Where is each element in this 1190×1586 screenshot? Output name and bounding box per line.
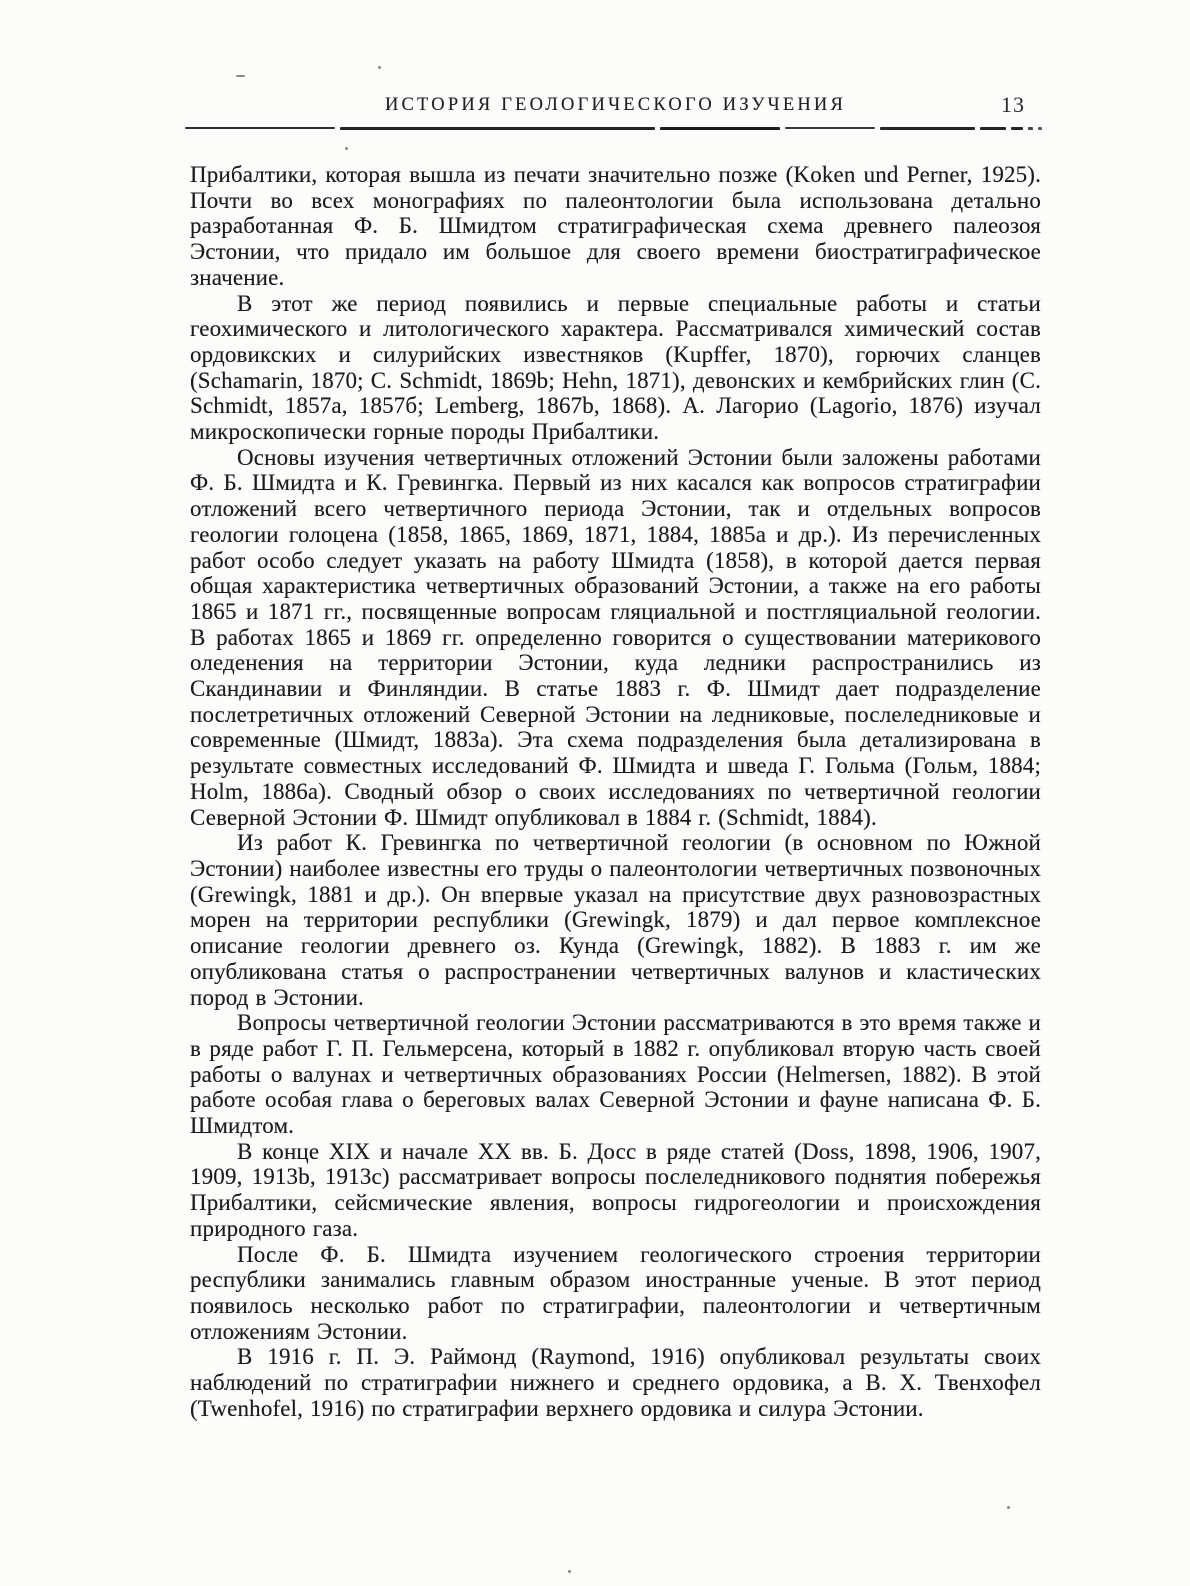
paragraph: Из работ К. Гревингка по четвертичной геологии (в основном по Южной Эстонии) наиболее известны его труды о палеонтологии четвертичных позвоночных (Grewingk, 1881 и др.). Он впервые указал на присутствие двух разновозрастных морен на территории республики (Grewingk, 1879) и дал первое комплексное описание геологии древнего оз. Кунда (Grewingk, 1882). В 1883 г. им же опубликована статья о распространении четвертичных валунов и кластических пород в Эстонии. <box>190 830 1041 1010</box>
rule-segment <box>880 127 975 130</box>
page-number: 13 <box>1001 92 1025 117</box>
header-rule <box>185 126 1047 130</box>
paragraph: В 1916 г. П. Э. Раймонд (Raymond, 1916) опубликовал результаты своих наблюдений по стратиграфии нижнего и среднего ордовика, а В. Х. Твенхофел (Twenhofel, 1916) по стратиграфии верхнего ордовика и силура Эстонии. <box>190 1344 1041 1421</box>
running-title: ИСТОРИЯ ГЕОЛОГИЧЕСКОГО ИЗУЧЕНИЯ <box>384 95 847 115</box>
scan-speck <box>1007 1506 1010 1509</box>
paragraph: Основы изучения четвертичных отложений Эстонии были заложены работами Ф. Б. Шмидта и К. Гревингка. Первый из них касался как вопросов стратиграфии отложений всего четвертичного периода Эстонии, так и отдельных вопросов геологии голоцена (1858, 1865, 1869, 1871, 1884, 1885а и др.). Из перечисленных работ особо следует указать на работу Шмидта (1858), в которой дается первая общая характеристика четвертичных образований Эстонии, а также на его работы 1865 и 1871 гг., посвященные вопросам гляциальной и постгляциальной геологии. В работах 1865 и 1869 гг. определенно говорится о существовании материкового оледенения на территории Эстонии, куда ледники распространились из Скандинавии и Финляндии. В статье 1883 г. Ф. Шмидт дает подразделение послетретичных отложений Северной Эстонии на ледниковые, послеледниковые и современные (Шмидт, 1883а). Эта схема подразделения была детализирована в результате совместных исследований Ф. Шмидта и шведа Г. Гольма (Гольм, 1884; Holm, 1886a). Сводный обзор о своих исследованиях по четвертичной геологии Северной Эстонии Ф. Шмидт опубликовал в 1884 г. (Schmidt, 1884). <box>190 444 1041 830</box>
paragraph: После Ф. Б. Шмидта изучением геологического строения территории республики занимались главным образом иностранные ученые. В этот период появилось несколько работ по стратиграфии, палеонтологии и четвертичным отложениям Эстонии. <box>190 1241 1041 1344</box>
rule-segment <box>785 127 875 129</box>
scan-speck <box>236 75 245 77</box>
rule-segment <box>1028 127 1033 130</box>
paragraph: Прибалтики, которая вышла из печати значительно позже (Koken und Perner, 1925). Почти во всех монографиях по палеонтологии была использована детально разработанная Ф. Б. Шмидтом стратиграфическая схема древнего палеозоя Эстонии, что придало им большое для своего времени биостратиграфическое значение. <box>190 162 1041 290</box>
rule-segment <box>1038 127 1042 130</box>
rule-segment <box>340 127 655 130</box>
rule-segment <box>660 127 780 130</box>
scan-speck <box>378 66 381 69</box>
scan-speck <box>568 1570 571 1573</box>
rule-segment <box>980 127 1006 130</box>
paragraph: В конце XIX и начале XX вв. Б. Досс в ряде статей (Doss, 1898, 1906, 1907, 1909, 1913b, 1913c) рассматривает вопросы послеледникового поднятия побережья Прибалтики, сейсмические явления, вопросы гидрогеологии и происхождения природного газа. <box>190 1138 1041 1241</box>
rule-segment <box>1011 127 1023 130</box>
paragraph: В этот же период появились и первые специальные работы и статьи геохимического и литологического характера. Рассматривался химический состав ордовикских и силурийских известняков (Kupffer, 1870), горючих сланцев (Schamarin, 1870; C. Schmidt, 1869b; Hehn, 1871), девонских и кембрийских глин (C. Schmidt, 1857a, 1857б; Lemberg, 1867b, 1868). А. Лагорио (Lagorio, 1876) изучал микроскопически горные породы Прибалтики. <box>190 290 1041 445</box>
scan-speck <box>345 147 348 150</box>
paragraph: Вопросы четвертичной геологии Эстонии рассматриваются в это время также и в ряде работ Г. П. Гельмерсена, который в 1882 г. опубликовал вторую часть своей работы о валунах и четвертичных образованиях России (Helmersen, 1882). В этой работе особая глава о береговых валах Северной Эстонии и фауне написана Ф. Б. Шмидтом. <box>190 1010 1041 1139</box>
page-body <box>190 162 1041 1421</box>
rule-segment <box>185 127 335 129</box>
page-header <box>190 92 1041 121</box>
